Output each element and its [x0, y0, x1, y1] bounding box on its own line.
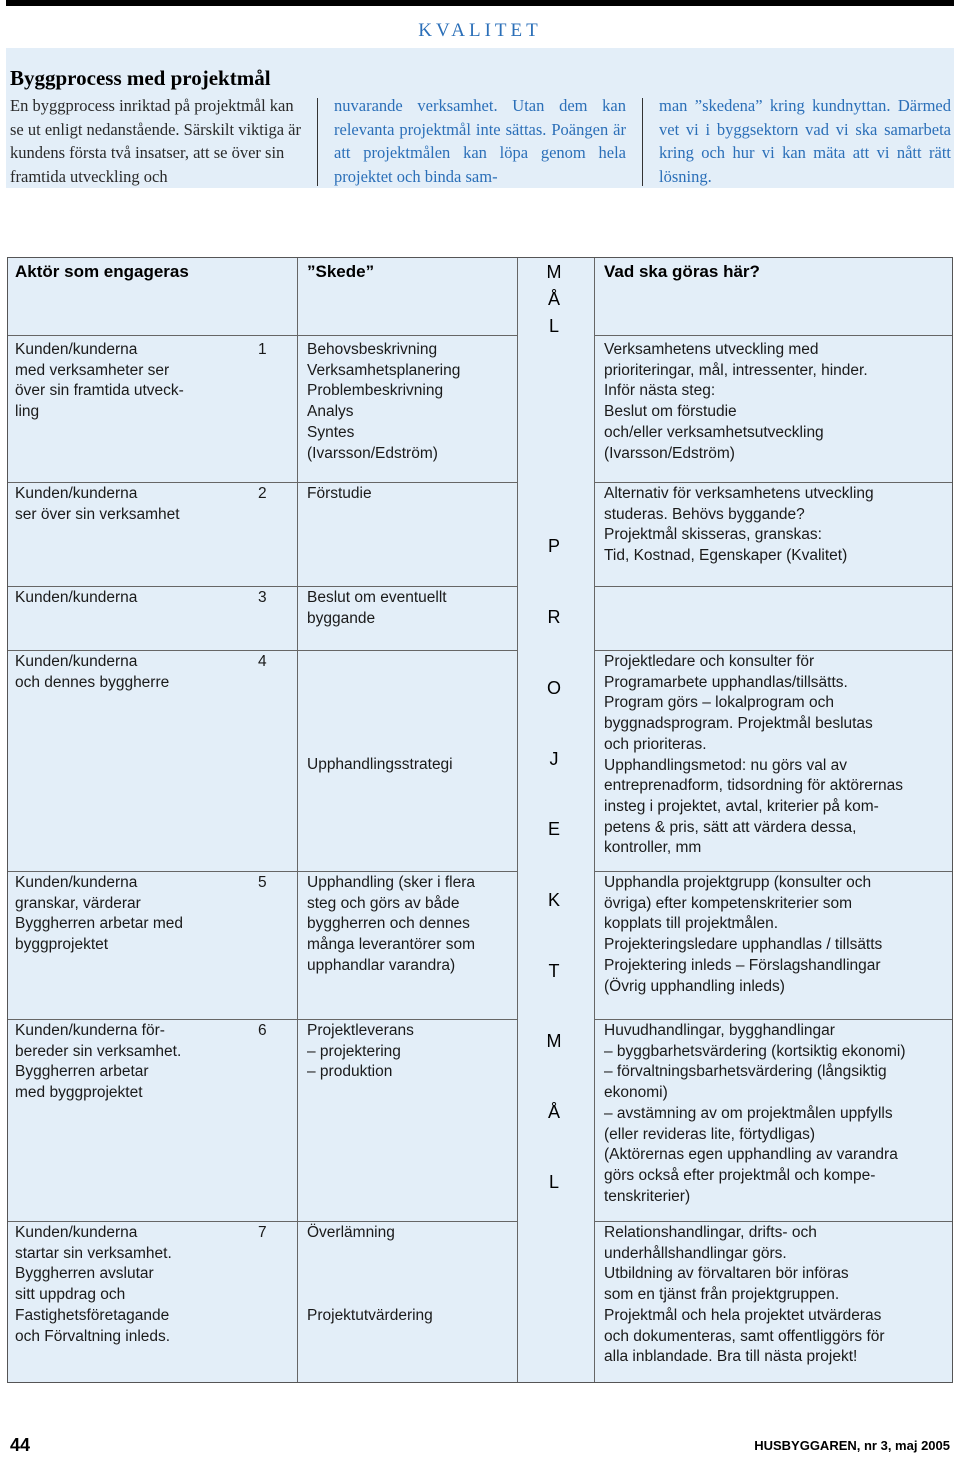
stage-cell: Upphandling (sker i flera steg och görs av både byggherren och dennes många leverantörer som upphandlar varandra): [307, 874, 476, 974]
table-row-divider: [594, 482, 952, 483]
projektmal-letter: E: [547, 819, 560, 839]
todo-cell: Huvudhandlingar, bygghandlingar – byggbarhetsvärdering (kortsiktig ekonomi) – förvaltningsbarhetsvärdering (långsiktig ekonomi) – avstämning av om projektmålen uppfylls (eller revideras lite, förtydligas) (Aktörernas egen upphandling av varandra görs också efter projektmål och kompe- tenskriterier): [604, 1022, 906, 1205]
table-row-divider: [8, 650, 517, 651]
header-todo: Vad ska göras här?: [604, 262, 760, 281]
todo-cell: Alternativ för verksamhetens utveckling studeras. Behövs byggande? Projektmål skisseras, granskas: Tid, Kostnad, Egenskaper (Kvalitet): [604, 485, 874, 565]
table-row-divider: [8, 482, 517, 483]
stage-number: 1: [258, 341, 267, 358]
stage-number: 5: [258, 874, 267, 891]
stage-cell: Projektleverans – projektering – produktion: [307, 1022, 414, 1081]
table-row-divider: [594, 1019, 952, 1020]
table-row-divider: [594, 650, 952, 651]
mal-header-letter: L: [548, 316, 559, 336]
actor-cell: Kunden/kunderna ser över sin verksamhet: [15, 485, 180, 523]
stage-number: 2: [258, 485, 267, 502]
table-column-divider: [297, 258, 298, 1382]
actor-cell: Kunden/kunderna startar sin verksamhet. Byggherren avslutar sitt uppdrag och Fastighetsföretagande och Förvaltning inleds.: [15, 1224, 172, 1345]
table-column-divider: [517, 258, 518, 1382]
intro-column-1: En byggprocess inriktad på projektmål kan se ut enligt nedanstående. Särskilt viktiga är kundens första två insatser, att se över sin framtida utveckling och: [10, 96, 301, 186]
projektmal-letter: O: [546, 678, 561, 698]
actor-cell: Kunden/kunderna för- bereder sin verksamhet. Byggherren arbetar med byggprojektet: [15, 1022, 182, 1102]
table-row-divider: [8, 871, 517, 872]
projektmal-letter: K: [547, 890, 560, 910]
table-row-divider: [594, 871, 952, 872]
todo-cell: Projektledare och konsulter för Programarbete upphandlas/tillsätts. Program görs – lokalprogram och byggnadsprogram. Projektmål beslutas och prioriteras. Upphandlingsmetod: nu görs val av entreprenadform, tidsordning för aktörernas insteg i projektet, avtal, kriterier på kom- petens & pris, sätt att värdera dessa, kontroller, mm: [604, 653, 903, 857]
column-divider: [642, 98, 643, 186]
section-label: KVALITET: [418, 20, 542, 41]
actor-cell: Kunden/kunderna med verksamheter ser över sin framtida utveck- ling: [15, 341, 184, 421]
projektmal-letter: L: [548, 1172, 559, 1192]
header-actor: Aktör som engageras: [15, 262, 189, 281]
stage-cell: Upphandlingsstrategi: [307, 756, 453, 773]
actor-cell: Kunden/kunderna granskar, värderar Byggherren arbetar med byggprojektet: [15, 874, 184, 954]
publication-info: HUSBYGGAREN, nr 3, maj 2005: [754, 1438, 950, 1453]
table-row-divider: [8, 1221, 517, 1222]
table-row-divider: [594, 586, 952, 587]
stage-number: 3: [258, 589, 267, 606]
column-divider: [317, 98, 318, 186]
stage-cell: Överlämning Projektutvärdering: [307, 1224, 433, 1324]
stage-number: 7: [258, 1224, 267, 1241]
mal-header-letter: Å: [547, 289, 560, 309]
projektmal-letter: J: [549, 749, 559, 769]
todo-cell: Upphandla projektgrupp (konsulter och övriga) efter kompetenskriterier som kopplats till projektmålen. Projekteringsledare upphandlas / tillsätts Projektering inleds – Förslagshandlingar (Övrig upphandling inleds): [604, 874, 883, 995]
table-header-divider: [594, 335, 952, 336]
table-header-divider: [8, 335, 517, 336]
stage-cell: Behovsbeskrivning Verksamhetsplanering Problembeskrivning Analys Syntes (Ivarsson/Edström): [307, 341, 461, 462]
article-title: Byggprocess med projektmål: [10, 66, 271, 90]
table-row-divider: [8, 1019, 517, 1020]
projektmal-letter: Å: [547, 1102, 560, 1122]
page-number: 44: [10, 1435, 31, 1455]
stage-cell: Beslut om eventuellt byggande: [307, 589, 447, 627]
stage-number: 4: [258, 653, 267, 670]
intro-section: [0, 48, 960, 263]
intro-column-2: nuvarande verksamhet. Utan dem kan relevanta projektmål inte sättas. Poängen är att projektmålen kan löpa genom hela projektet och binda sam-: [334, 96, 626, 186]
section-header: [6, 6, 954, 46]
process-table: [7, 257, 953, 1383]
actor-cell: Kunden/kunderna: [15, 589, 138, 606]
projektmal-letter: R: [547, 607, 561, 627]
table-column-divider: [594, 258, 595, 1382]
todo-cell: Relationshandlingar, drifts- och underhållshandlingar görs. Utbildning av förvaltaren bör införas som en tjänst från projektgruppen. Projektmål och hela projektet utvärderas och dokumenteras, samt offentliggörs för alla inblandade. Bra till nästa projekt!: [604, 1224, 885, 1366]
stage-cell: Förstudie: [307, 485, 372, 502]
projektmal-letter: T: [548, 961, 560, 981]
actor-cell: Kunden/kunderna och dennes byggherre: [15, 653, 170, 691]
table-row-divider: [8, 586, 517, 587]
intro-column-3: man ”skedena” kring kundnyttan. Därmed vet vi i byggsektorn vad vi ska samarbeta kring och hur vi kan mäta att vi nått rätt lösning.: [659, 96, 951, 186]
todo-cell: Verksamhetens utveckling med prioriteringar, mål, intressenter, hinder. Inför nästa steg: Beslut om förstudie och/eller verksamhetsutveckling (Ivarsson/Edström): [604, 341, 868, 462]
projektmal-letter: M: [546, 1031, 562, 1051]
projektmal-letter: P: [547, 536, 560, 556]
mal-header-letter: M: [546, 262, 562, 282]
header-stage: ”Skede”: [307, 262, 375, 281]
table-row-divider: [594, 1221, 952, 1222]
stage-number: 6: [258, 1022, 267, 1039]
